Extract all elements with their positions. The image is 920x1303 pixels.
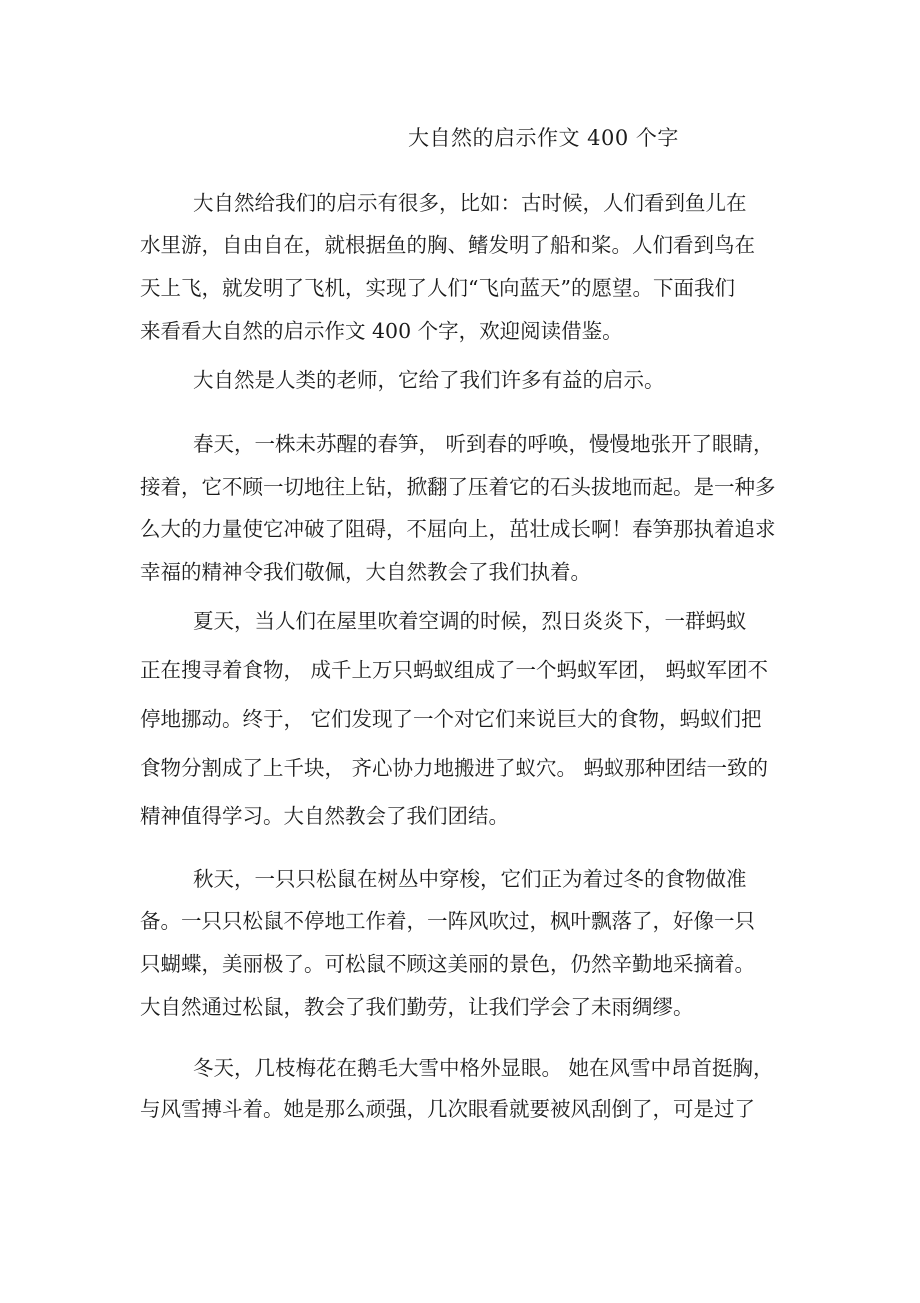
text-line: 正在搜寻着食物， 成千上万只蚂蚁组成了一个蚂蚁军团， 蚂蚁军团不 [140,658,769,682]
text-line: 备。一只只松鼠不停地工作着，一阵风吹过，枫叶飘落了，好像一只 [140,909,755,933]
text-line: 接着，它不顾一切地往上钻，掀翻了压着它的石头拔地而起。是一种多 [140,475,776,499]
text-line: 停地挪动。终于， 它们发现了一个对它们来说巨大的食物，蚂蚁们把 [140,707,762,731]
text-line: 幸福的精神令我们敬佩，大自然教会了我们执着。 [140,560,591,584]
text-line: 天上飞，就发明了飞机，实现了人们“飞向蓝天”的愿望。下面我们 [140,276,735,300]
document-title: 大自然的启示作文 400 个字 [408,126,679,150]
text-line: 春天，一株未苏醒的春笋， 听到春的呼唤，慢慢地张开了眼睛， [193,432,774,456]
text-line: 精神值得学习。大自然教会了我们团结。 [140,804,509,828]
text-line: 夏天，当人们在屋里吹着空调的时候，烈日炎炎下，一群蚂蚁 [193,609,747,633]
text-line: 大自然是人类的老师，它给了我们许多有益的启示。 [193,368,665,392]
text-line: 大自然通过松鼠，教会了我们勤劳，让我们学会了未雨绸缪。 [140,995,694,1019]
text-line: 来看看大自然的启示作文 400 个字，欢迎阅读借鉴。 [140,319,623,343]
text-line: 大自然给我们的启示有很多，比如：古时候，人们看到鱼儿在 [193,191,747,215]
text-line: 冬天，几枝梅花在鹅毛大雪中格外显眼。 她在风雪中昂首挺胸， [193,1056,774,1080]
text-line: 只蝴蝶，美丽极了。可松鼠不顾这美丽的景色，仍然辛勤地采摘着。 [140,952,755,976]
text-line: 与风雪搏斗着。她是那么顽强，几次眼看就要被风刮倒了，可是过了 [140,1097,755,1121]
text-line: 么大的力量使它冲破了阻碍，不屈向上，茁壮成长啊！春笋那执着追求 [140,517,776,541]
text-line: 秋天，一只只松鼠在树丛中穿梭，它们正为着过冬的食物做准 [193,867,747,891]
text-line: 水里游，自由自在，就根据鱼的胸、鳍发明了船和桨。人们看到鸟在 [140,233,755,257]
text-line: 食物分割成了上千块， 齐心协力地搬进了蚁穴。 蚂蚁那种团结一致的 [140,756,769,780]
